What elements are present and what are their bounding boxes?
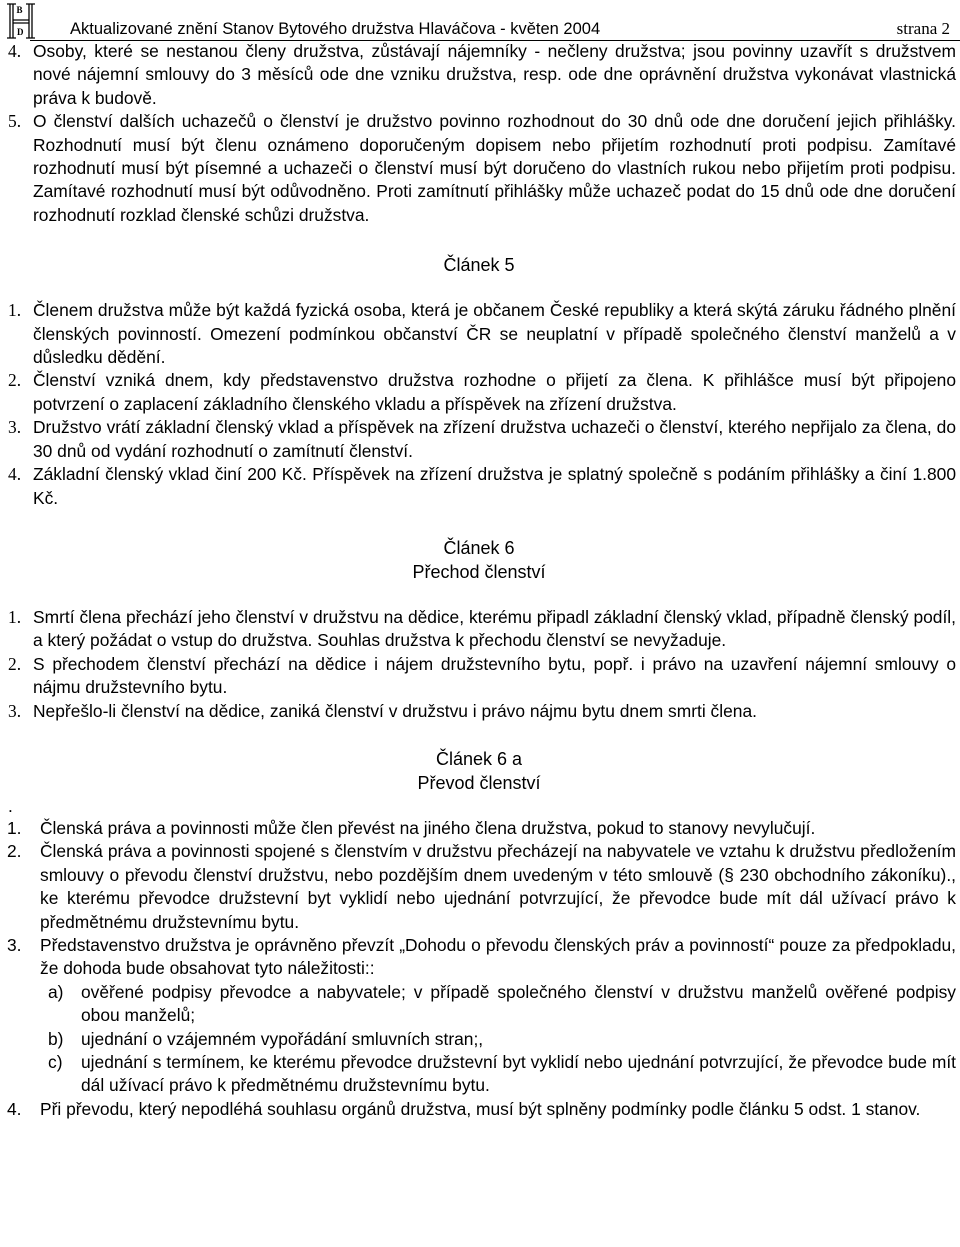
stray-dot: . bbox=[8, 795, 13, 816]
item-text: Smrtí člena přechází jeho členství v družstvu na dědice, kterému připadl základní členský vklad, případně členský podíl, a který požádat o vstup do družstva. Souhlas družstva k přechodu členství se nevyžaduje. bbox=[33, 606, 956, 651]
sub-item-text: ujednání o vzájemném vypořádání smluvních stran;, bbox=[81, 1028, 484, 1049]
sub-list-item bbox=[0, 981, 958, 1028]
svg-text:D: D bbox=[17, 27, 24, 37]
item-number: 1. bbox=[8, 300, 22, 321]
list-item bbox=[0, 817, 958, 840]
item-text: Členská práva a povinnosti může člen převést na jiného člena družstva, pokud to stanovy nevylučují. bbox=[40, 817, 816, 838]
article-6-subheading: Přechod členství bbox=[412, 561, 546, 582]
list-item bbox=[0, 299, 958, 369]
list-item bbox=[0, 369, 958, 416]
article-6a-subheading: Převod členství bbox=[417, 772, 541, 793]
item-text: Představenstvo družstva je oprávněno převzít „Dohodu o převodu členských práv a povinností“ pouze za předpokladu, že dohoda bude obsahovat tyto náležitosti:: bbox=[40, 934, 956, 979]
item-text: Základní členský vklad činí 200 Kč. Příspěvek na zřízení družstva je splatný společně s podáním přihlášky a činí 1.800 Kč. bbox=[33, 464, 956, 508]
list-item bbox=[0, 40, 958, 110]
sub-list-item bbox=[0, 1051, 958, 1098]
list-item bbox=[0, 840, 958, 934]
item-text: O členství dalších uchazečů o členství je družstvo povinno rozhodnout do 30 dnů ode dne doručení jejich přihlášky. Rozhodnutí musí být členu oznámeno doporučeným dopisem nebo přijetím rozhodnutí proti podpisu. Zamítavé rozhodnutí musí být písemné a uchazeči o členství musí být doručeno do vlastních rukou nebo přijetím proti podpisu. Zamítavé rozhodnutí musí být odůvodněno. Proti zamítnutí přihlášky může uchazeč podat do 15 dnů ode dne doručení rozhodnutí rozklad členské schůzi družstva. bbox=[33, 111, 956, 225]
logo-icon bbox=[4, 2, 38, 40]
article-6-heading: Článek 6 bbox=[443, 537, 515, 558]
item-text: Členem družstva může být každá fyzická osoba, která je občanem České republiky a která skýtá záruku řádného plnění členských povinností. Omezení podmínkou občanství ČR se neuplatní v případě společného členství manželů a v důsledku dědění. bbox=[33, 300, 956, 368]
item-number: 5. bbox=[8, 111, 22, 132]
item-text: S přechodem členství přechází na dědice i nájem družstevního bytu, popř. i právo na uzavření nájemní smlouvy o nájmu družstevního bytu. bbox=[33, 653, 956, 698]
list-item bbox=[0, 463, 958, 510]
list-item bbox=[0, 653, 958, 700]
document-title: Aktualizované znění Stanov Bytového družstva Hlaváčova - květen 2004 bbox=[70, 20, 601, 38]
article-5-heading: Článek 5 bbox=[443, 255, 515, 276]
item-number: 4. bbox=[8, 41, 22, 61]
item-text: Nepřešlo-li členství na dědice, zaniká členství v družstvu i právo nájmu bytu dnem smrti člena. bbox=[33, 700, 757, 721]
list-item bbox=[0, 1098, 958, 1121]
item-number: 3. bbox=[7, 934, 22, 955]
item-text: Členství vzniká dnem, kdy představenstvo družstva rozhodne o přijetí za člena. K přihlášce musí být připojeno potvrzení o zaplacení základního členského vkladu a příspěvek na zřízení družstva. bbox=[33, 370, 956, 414]
item-number: 2. bbox=[7, 841, 22, 862]
sub-item-text: ujednání s termínem, ke kterému převodce družstevní byt vyklidí nebo ujednání potvrzující, že převodce bude mít dál užívací právo k předmětnému družstevnímu bytu. bbox=[81, 1052, 956, 1096]
sub-list-item bbox=[0, 1028, 958, 1051]
list-item bbox=[0, 700, 958, 723]
sub-item-letter: a) bbox=[48, 981, 64, 1002]
item-number: 4. bbox=[8, 464, 22, 485]
list-item bbox=[0, 110, 958, 227]
item-number: 2. bbox=[8, 653, 22, 674]
item-number: 1. bbox=[8, 606, 22, 627]
item-text: Osoby, které se nestanou členy družstva, zůstávají nájemníky - nečleny družstva; jsou povinny uzavřít s družstvem nové nájemní smlouvy do 3 měsíců ode dne vzniku družstva, resp. ode dne oprávnění družstva vykonávat vlastnická práva k budově. bbox=[33, 41, 956, 108]
sub-item-letter: c) bbox=[48, 1052, 63, 1072]
item-number: 2. bbox=[8, 370, 22, 391]
svg-text:B: B bbox=[16, 5, 23, 15]
list-item bbox=[0, 934, 958, 981]
document-body bbox=[0, 40, 958, 1121]
item-number: 4. bbox=[7, 1098, 22, 1119]
item-number: 3. bbox=[8, 700, 22, 721]
sub-item-text: ověřené podpisy převodce a nabyvatele; v případě společného členství v družstvu manželů ověřené podpisy obou manželů; bbox=[81, 981, 956, 1026]
item-number: 1. bbox=[7, 817, 22, 838]
item-text: Družstvo vrátí základní členský vklad a příspěvek na zřízení družstva uchazeči o členství, kterého nepřijalo za člena, do 30 dnů od vydání rozhodnutí o zamítnutí členství. bbox=[33, 417, 956, 461]
page-header bbox=[70, 18, 950, 40]
sub-item-letter: b) bbox=[48, 1028, 64, 1049]
item-text: Při převodu, který nepodléhá souhlasu orgánů družstva, musí být splněny podmínky podle článku 5 odst. 1 stanov. bbox=[40, 1098, 921, 1119]
item-number: 3. bbox=[8, 417, 22, 438]
article-6a-heading: Článek 6 a bbox=[435, 748, 523, 769]
list-item bbox=[0, 416, 958, 463]
page-number: strana 2 bbox=[896, 19, 950, 38]
item-text: Členská práva a povinnosti spojené s členstvím v družstvu přecházejí na nabyvatele ve vztahu k družstvu předložením smlouvy o převodu členství družstvu, nebo pozdějším dnem uvedeným v této smlouvě (§ 230 obchodního zákoníku)., ke kterému převodce družstevní byt vyklidí nebo ujednání potvrzující, že převodce bude mít dál užívací právo k předmětnému družstevnímu bytu. bbox=[40, 841, 956, 932]
list-item bbox=[0, 606, 958, 653]
